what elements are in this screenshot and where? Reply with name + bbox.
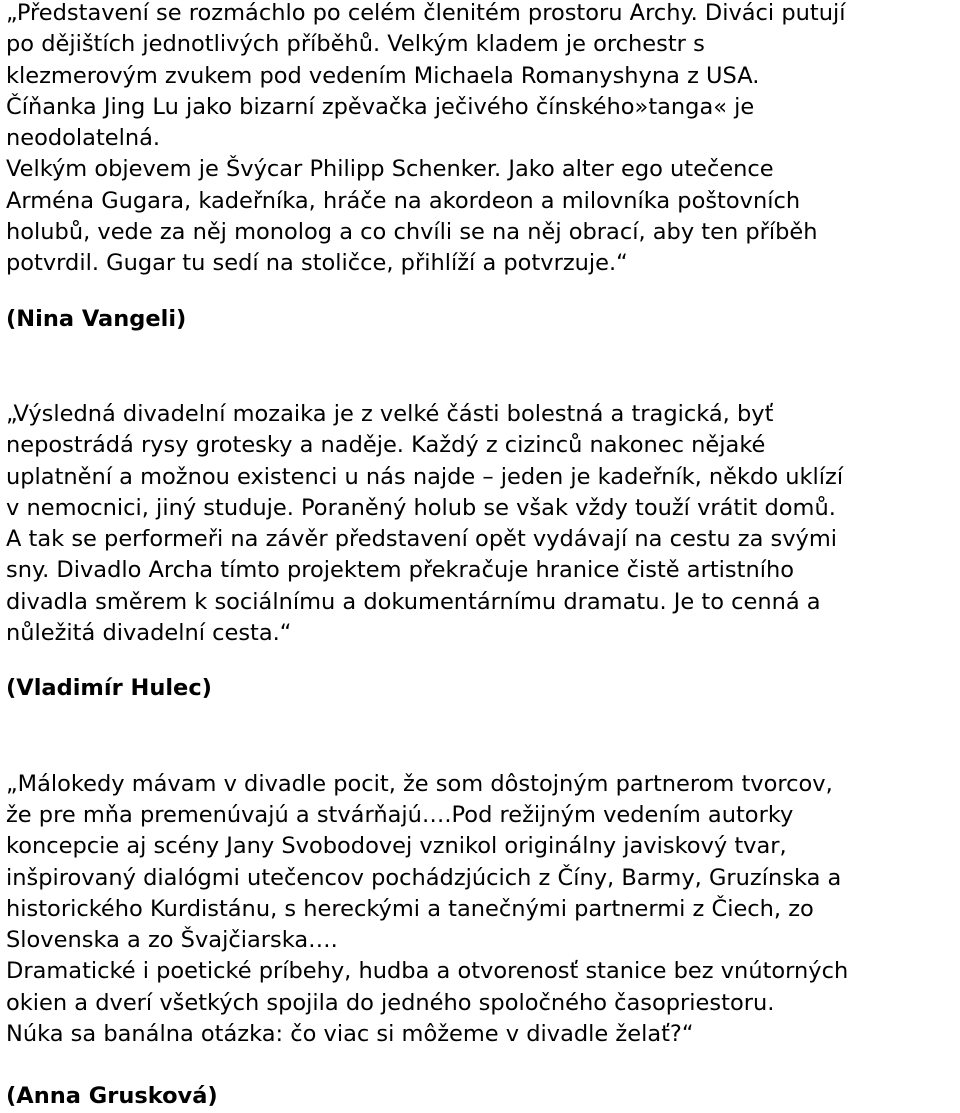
review-quote-2: „Výsledná divadelní mozaika je z velké části bolestná a tragická, byť nepostrádá rysy grotesky a naděje. Každý z cizinců nakonec nějaké uplatnění a možnou existenci u nás najde – jeden je kadeřník, někdo uklízí v nemocnici, jiný studuje. Poraněný holub se však vždy touží vrátit domů. A tak se performeři na závěr představení opět vydávají na cestu za svými sny. Divadlo Archa tímto projektem překračuje hranice čistě artistního divadla směrem k sociálnímu a dokumentárnímu dramatu. Je to cenná a nůležitá divadelní cesta.“ (6, 400, 844, 647)
review-author-3: (Anna Grusková) (6, 1083, 218, 1110)
review-author-1: (Nina Vangeli) (6, 305, 187, 332)
review-quote-1: „Představení se rozmáchlo po celém členitém prostoru Archy. Diváci putují po dějištích jednotlivých příběhů. Velkým kladem je orchestr s klezmerovým zvukem pod vedením Michaela Romanyshyna z USA. Číňanka Jing Lu jako bizarní zpěvačka ječivého čínského»tanga« je neodolatelná. Velkým objevem je Švýcar Philipp Schenker. Jako alter ego utečence Arména Gugara, kadeřníka, hráče na akordeon a milovníka poštovních holubů, vede za něj monolog a co chvíli se na něj obrací, aby ten příběh potvrdil. Gugar tu sedí na stoličce, přihlíží a potvrzuje.“ (6, 0, 846, 277)
document-page (6, 0, 956, 1113)
review-author-2: (Vladimír Hulec) (6, 675, 212, 702)
review-quote-3: „Málokedy mávam v divadle pocit, že som dôstojným partnerom tvorcov, že pre mňa premenúvajú a stvárňajú….Pod režijným vedením autorky koncepcie aj scény Jany Svobodovej vznikol originálny javiskový tvar, inšpirovaný dialógmi utečencov pochádzjúcich z Číny, Barmy, Gruzínska a historického Kurdistánu, s hereckými a tanečnými partnermi z Čiech, zo Slovenska a zo Švajčiarska…. Dramatické i poetické príbehy, hudba a otvorenosť stanice bez vnútorných okien a dverí všetkých spojila do jedného spoločného časopriestoru. Núka sa banálna otázka: čo viac si môžeme v divadle želať?“ (6, 770, 849, 1048)
